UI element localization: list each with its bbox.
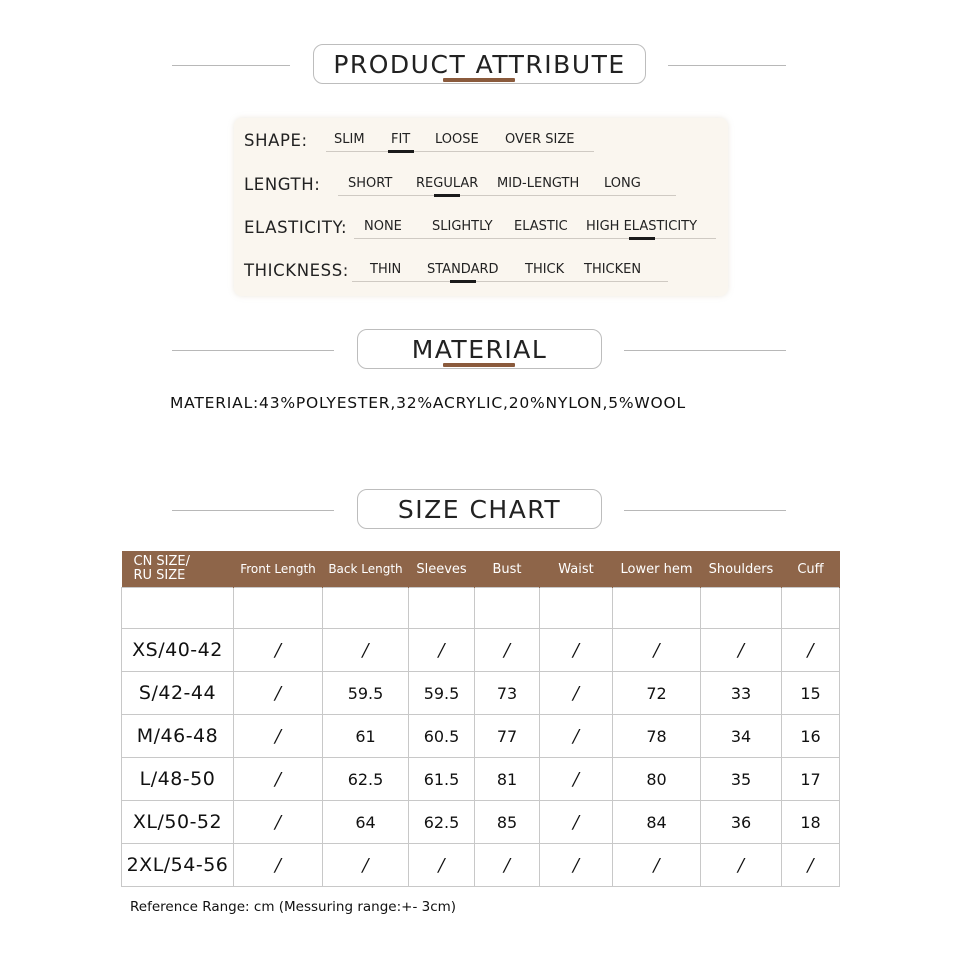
cell-value: 61.5 [423, 769, 460, 789]
cell-value: 64 [355, 812, 376, 832]
cell-value: 33 [730, 683, 752, 703]
table-cell [701, 629, 782, 672]
size-header-line2: RU SIZE [133, 568, 186, 583]
attr-underline [338, 195, 676, 196]
attr-option: THICK [525, 262, 565, 277]
size-label-cell: 2XL/54-56 [122, 844, 234, 887]
table-cell [475, 758, 540, 801]
column-header: Sleeves [409, 551, 475, 588]
cell-value-slash: / [653, 854, 660, 876]
column-header: Bust [475, 551, 540, 588]
cell-value-slash: / [572, 811, 580, 833]
cell-value-slash: / [503, 854, 511, 876]
table-cell [613, 629, 701, 672]
cell-value: 60.5 [423, 726, 460, 746]
table-cell [409, 844, 475, 887]
cell-value-slash: / [274, 811, 282, 833]
attr-row-thickness [234, 258, 728, 298]
table-cell [409, 715, 475, 758]
table-cell [613, 758, 701, 801]
table-cell [613, 844, 701, 887]
table-cell [782, 844, 840, 887]
table-cell [234, 844, 323, 887]
table-cell [540, 715, 613, 758]
table-cell [475, 801, 540, 844]
cell-value-slash: / [274, 725, 282, 747]
cell-value-slash: / [572, 639, 580, 661]
material-title: MATERIAL [357, 329, 602, 369]
table-cell [540, 801, 613, 844]
cell-value-slash: / [572, 725, 580, 747]
attr-option: SHORT [348, 176, 393, 191]
attr-label: THICKNESS: [244, 261, 349, 280]
cell-value-slash: / [807, 639, 814, 661]
table-cell [323, 588, 409, 629]
header-rule-left [172, 510, 334, 511]
table-cell [540, 758, 613, 801]
header-rule-right [668, 65, 786, 66]
cell-value: 35 [730, 769, 752, 789]
table-cell [323, 629, 409, 672]
column-header: Cuff [782, 551, 840, 588]
cell-value: 59.5 [347, 683, 384, 703]
table-cell [475, 629, 540, 672]
attr-option: NONE [364, 219, 402, 234]
cell-value: 18 [800, 812, 821, 832]
cell-value: 15 [800, 683, 821, 703]
table-cell [475, 715, 540, 758]
table-cell [234, 588, 323, 629]
size-chart-table [121, 551, 840, 887]
cell-value-slash: / [572, 768, 580, 790]
attr-option: THICKEN [584, 262, 642, 277]
table-cell [613, 801, 701, 844]
table-cell [540, 629, 613, 672]
table-cell [540, 588, 613, 629]
table-cell [475, 588, 540, 629]
size-label-cell: XS/40-42 [122, 629, 234, 672]
cell-value: 78 [646, 726, 667, 746]
product-attribute-header [0, 44, 960, 88]
table-cell [234, 715, 323, 758]
cell-value: 36 [730, 812, 752, 832]
material-composition [170, 394, 686, 412]
cell-value-slash: / [438, 639, 445, 661]
table-cell [323, 715, 409, 758]
table-cell [701, 758, 782, 801]
cell-value: 73 [496, 683, 518, 703]
cell-value: 17 [800, 769, 821, 789]
material-header [0, 329, 960, 373]
attr-underline [352, 281, 668, 282]
product-attribute-title: PRODUCT ATTRIBUTE [313, 44, 646, 84]
attr-row-length [234, 172, 728, 212]
cell-value-slash: / [274, 682, 282, 704]
attr-option: LOOSE [435, 132, 479, 147]
cell-value: 34 [730, 726, 752, 746]
table-row-blank [122, 588, 840, 629]
attr-option: SLIM [334, 132, 365, 147]
cell-value-slash: / [274, 854, 282, 876]
cell-value-slash: / [274, 639, 282, 661]
cell-value: 77 [496, 726, 518, 746]
table-cell [409, 588, 475, 629]
table-cell [701, 801, 782, 844]
size-label-cell: S/42-44 [122, 672, 234, 715]
column-header: Back Length [323, 551, 409, 588]
cell-value: 85 [496, 812, 518, 832]
column-header: Lower hem [613, 551, 701, 588]
cell-value-slash: / [274, 768, 282, 790]
table-cell [613, 715, 701, 758]
table-cell [409, 801, 475, 844]
cell-value: 62.5 [347, 769, 384, 789]
table-cell [701, 844, 782, 887]
table-cell [782, 672, 840, 715]
table-cell [782, 758, 840, 801]
table-header-row [122, 551, 840, 588]
attr-option: ELASTIC [514, 219, 568, 234]
attr-underline [326, 151, 594, 152]
table-cell [475, 844, 540, 887]
header-accent-bar [443, 363, 515, 367]
attr-label: ELASTICITY: [244, 218, 348, 237]
table-cell [475, 672, 540, 715]
cell-value-slash: / [807, 854, 814, 876]
size-header-line1: CN SIZE/ [133, 554, 191, 569]
attr-option: LONG [604, 176, 641, 191]
attr-option-selected: REGULAR [416, 176, 479, 191]
table-cell [701, 672, 782, 715]
table-row [122, 715, 840, 758]
cell-value: 84 [646, 812, 667, 832]
table-cell [234, 801, 323, 844]
table-cell [409, 758, 475, 801]
header-rule-right [624, 350, 786, 351]
table-cell [782, 715, 840, 758]
cell-value: 72 [646, 683, 667, 703]
table-cell [540, 844, 613, 887]
size-chart-title: SIZE CHART [357, 489, 602, 529]
table-cell [409, 672, 475, 715]
cell-value-slash: / [572, 682, 580, 704]
size-label-cell: XL/50-52 [122, 801, 234, 844]
material-label: MATERIAL: [170, 394, 260, 412]
cell-value-slash: / [438, 854, 445, 876]
cell-value-slash: / [362, 639, 369, 661]
table-cell [782, 629, 840, 672]
table-cell [613, 672, 701, 715]
attr-option: SLIGHTLY [432, 219, 493, 234]
cell-value: 16 [800, 726, 821, 746]
table-cell [234, 758, 323, 801]
attr-label: LENGTH: [244, 175, 321, 194]
cell-value-slash: / [737, 639, 745, 661]
table-cell [234, 629, 323, 672]
material-value: 43%POLYESTER,32%ACRYLIC,20%NYLON,5%WOOL [259, 394, 686, 412]
attr-option: OVER SIZE [505, 132, 575, 147]
table-cell [540, 672, 613, 715]
cell-value: 81 [496, 769, 518, 789]
reference-note: Reference Range: cm (Messuring range:+- 3cm) [130, 899, 457, 915]
table-cell [409, 629, 475, 672]
table-cell [323, 801, 409, 844]
header-rule-left [172, 65, 290, 66]
size-label-cell: L/48-50 [122, 758, 234, 801]
table-cell [122, 588, 234, 629]
size-chart-header [0, 489, 960, 533]
table-row [122, 844, 840, 887]
header-rule-left [172, 350, 334, 351]
attr-row-shape [234, 128, 728, 168]
column-header: Front Length [234, 551, 323, 588]
cell-value-slash: / [503, 639, 511, 661]
cell-value: 80 [646, 769, 667, 789]
header-rule-right [624, 510, 786, 511]
cell-value: 59.5 [423, 683, 460, 703]
table-cell [323, 844, 409, 887]
table-row [122, 801, 840, 844]
attr-row-elasticity [234, 215, 728, 255]
column-header: Shoulders [701, 551, 782, 588]
table-cell [701, 588, 782, 629]
table-cell [323, 672, 409, 715]
column-header: Waist [540, 551, 613, 588]
attr-option: THIN [370, 262, 402, 277]
cell-value: 61 [355, 726, 376, 746]
attr-underline [354, 238, 716, 239]
cell-value-slash: / [653, 639, 660, 661]
size-column-header [122, 551, 234, 588]
table-row [122, 629, 840, 672]
table-cell [323, 758, 409, 801]
table-cell [782, 588, 840, 629]
attr-option-selected: HIGH ELASTICITY [586, 219, 698, 234]
table-cell [234, 672, 323, 715]
cell-value-slash: / [737, 854, 745, 876]
cell-value-slash: / [572, 854, 580, 876]
attr-option-selected: STANDARD [427, 262, 499, 277]
attribute-card [234, 118, 728, 296]
table-cell [701, 715, 782, 758]
size-label-cell: M/46-48 [122, 715, 234, 758]
table-row [122, 758, 840, 801]
header-accent-bar [443, 78, 515, 82]
attr-label: SHAPE: [244, 131, 308, 150]
table-cell [613, 588, 701, 629]
cell-value-slash: / [362, 854, 369, 876]
attr-option-selected: FIT [391, 132, 411, 147]
attr-option: MID-LENGTH [497, 176, 580, 191]
cell-value: 62.5 [423, 812, 460, 832]
table-row [122, 672, 840, 715]
table-cell [782, 801, 840, 844]
